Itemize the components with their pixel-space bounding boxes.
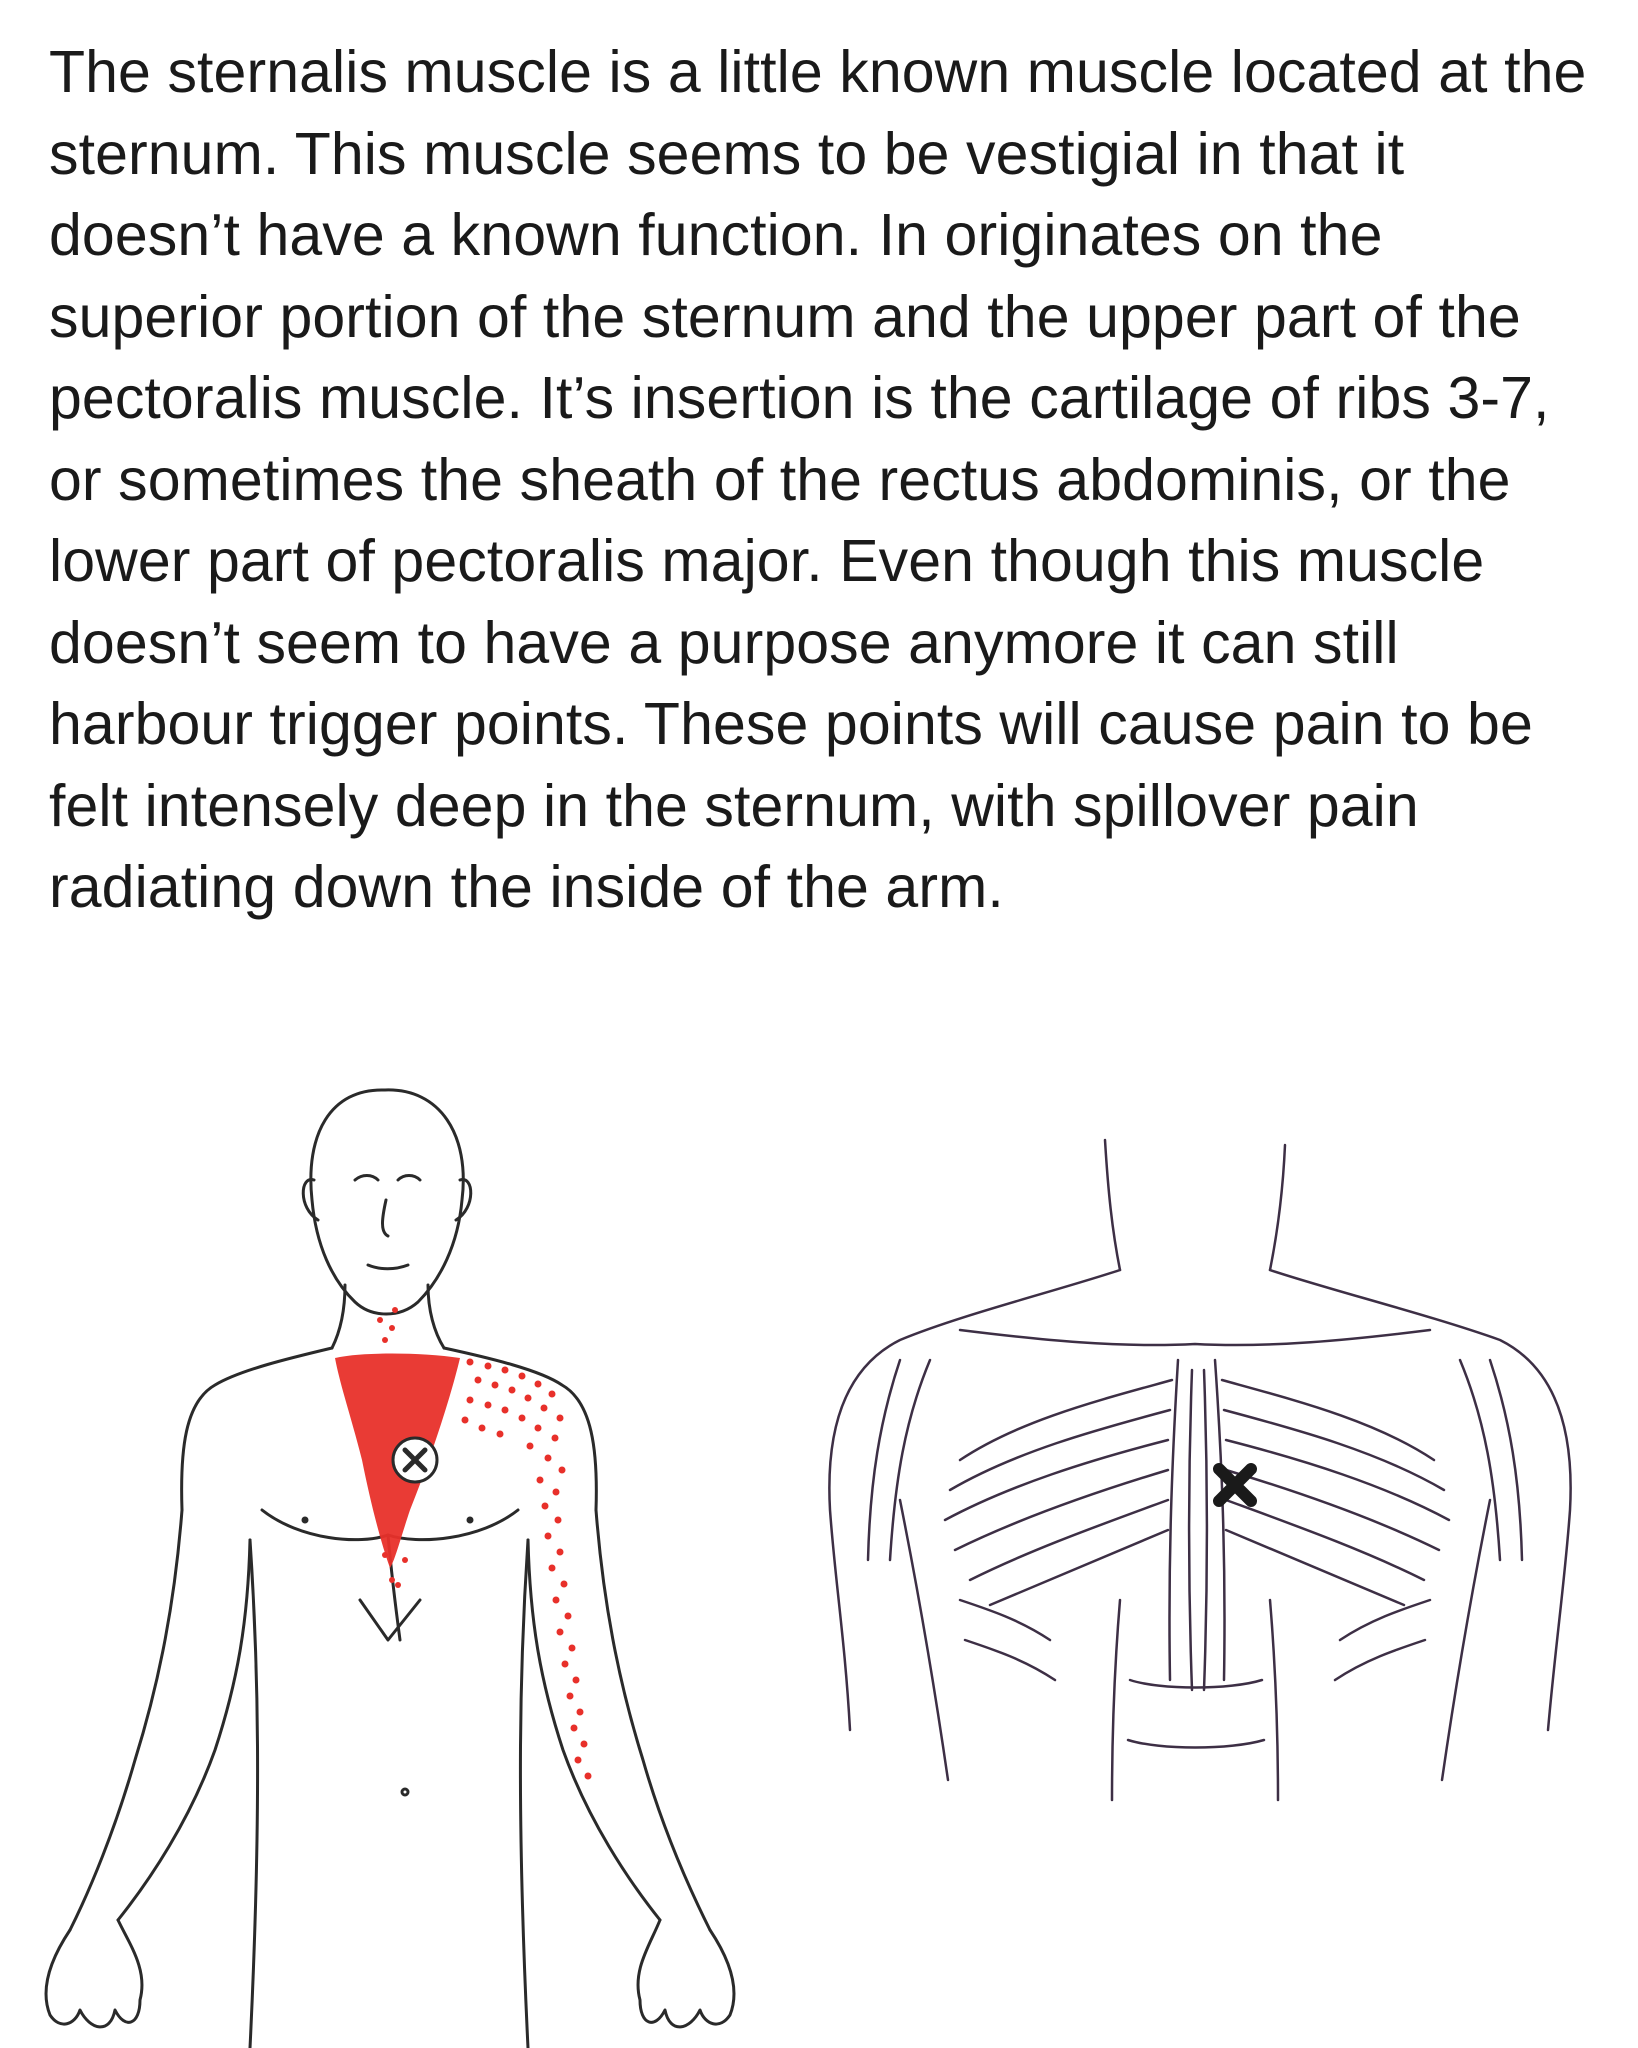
description-text: The sternalis muscle is a little known muscle located at the sternum. This muscle seems to be vestigial in that it doesn’t have a known function. In originates on the superior portion of the sternum and the upper part of the pectoralis muscle. It’s insertion is the cartilage of ribs 3-7, or sometimes the sheath of the rectus abdominis, or the lower part of pectoralis major. Even though this muscle doesn’t seem to have a purpose anymore it can still harbour trigger points. These points will cause pain to be felt intensely deep in the sternum, with spillover pain radiating down the inside of the arm. [49, 39, 1587, 920]
chest-anatomy-illustration [829, 1140, 1570, 1800]
body-outline-illustration [46, 1090, 734, 2048]
trigger-point-cross-icon [393, 1438, 437, 1482]
illustration-panel [0, 1040, 1638, 2048]
